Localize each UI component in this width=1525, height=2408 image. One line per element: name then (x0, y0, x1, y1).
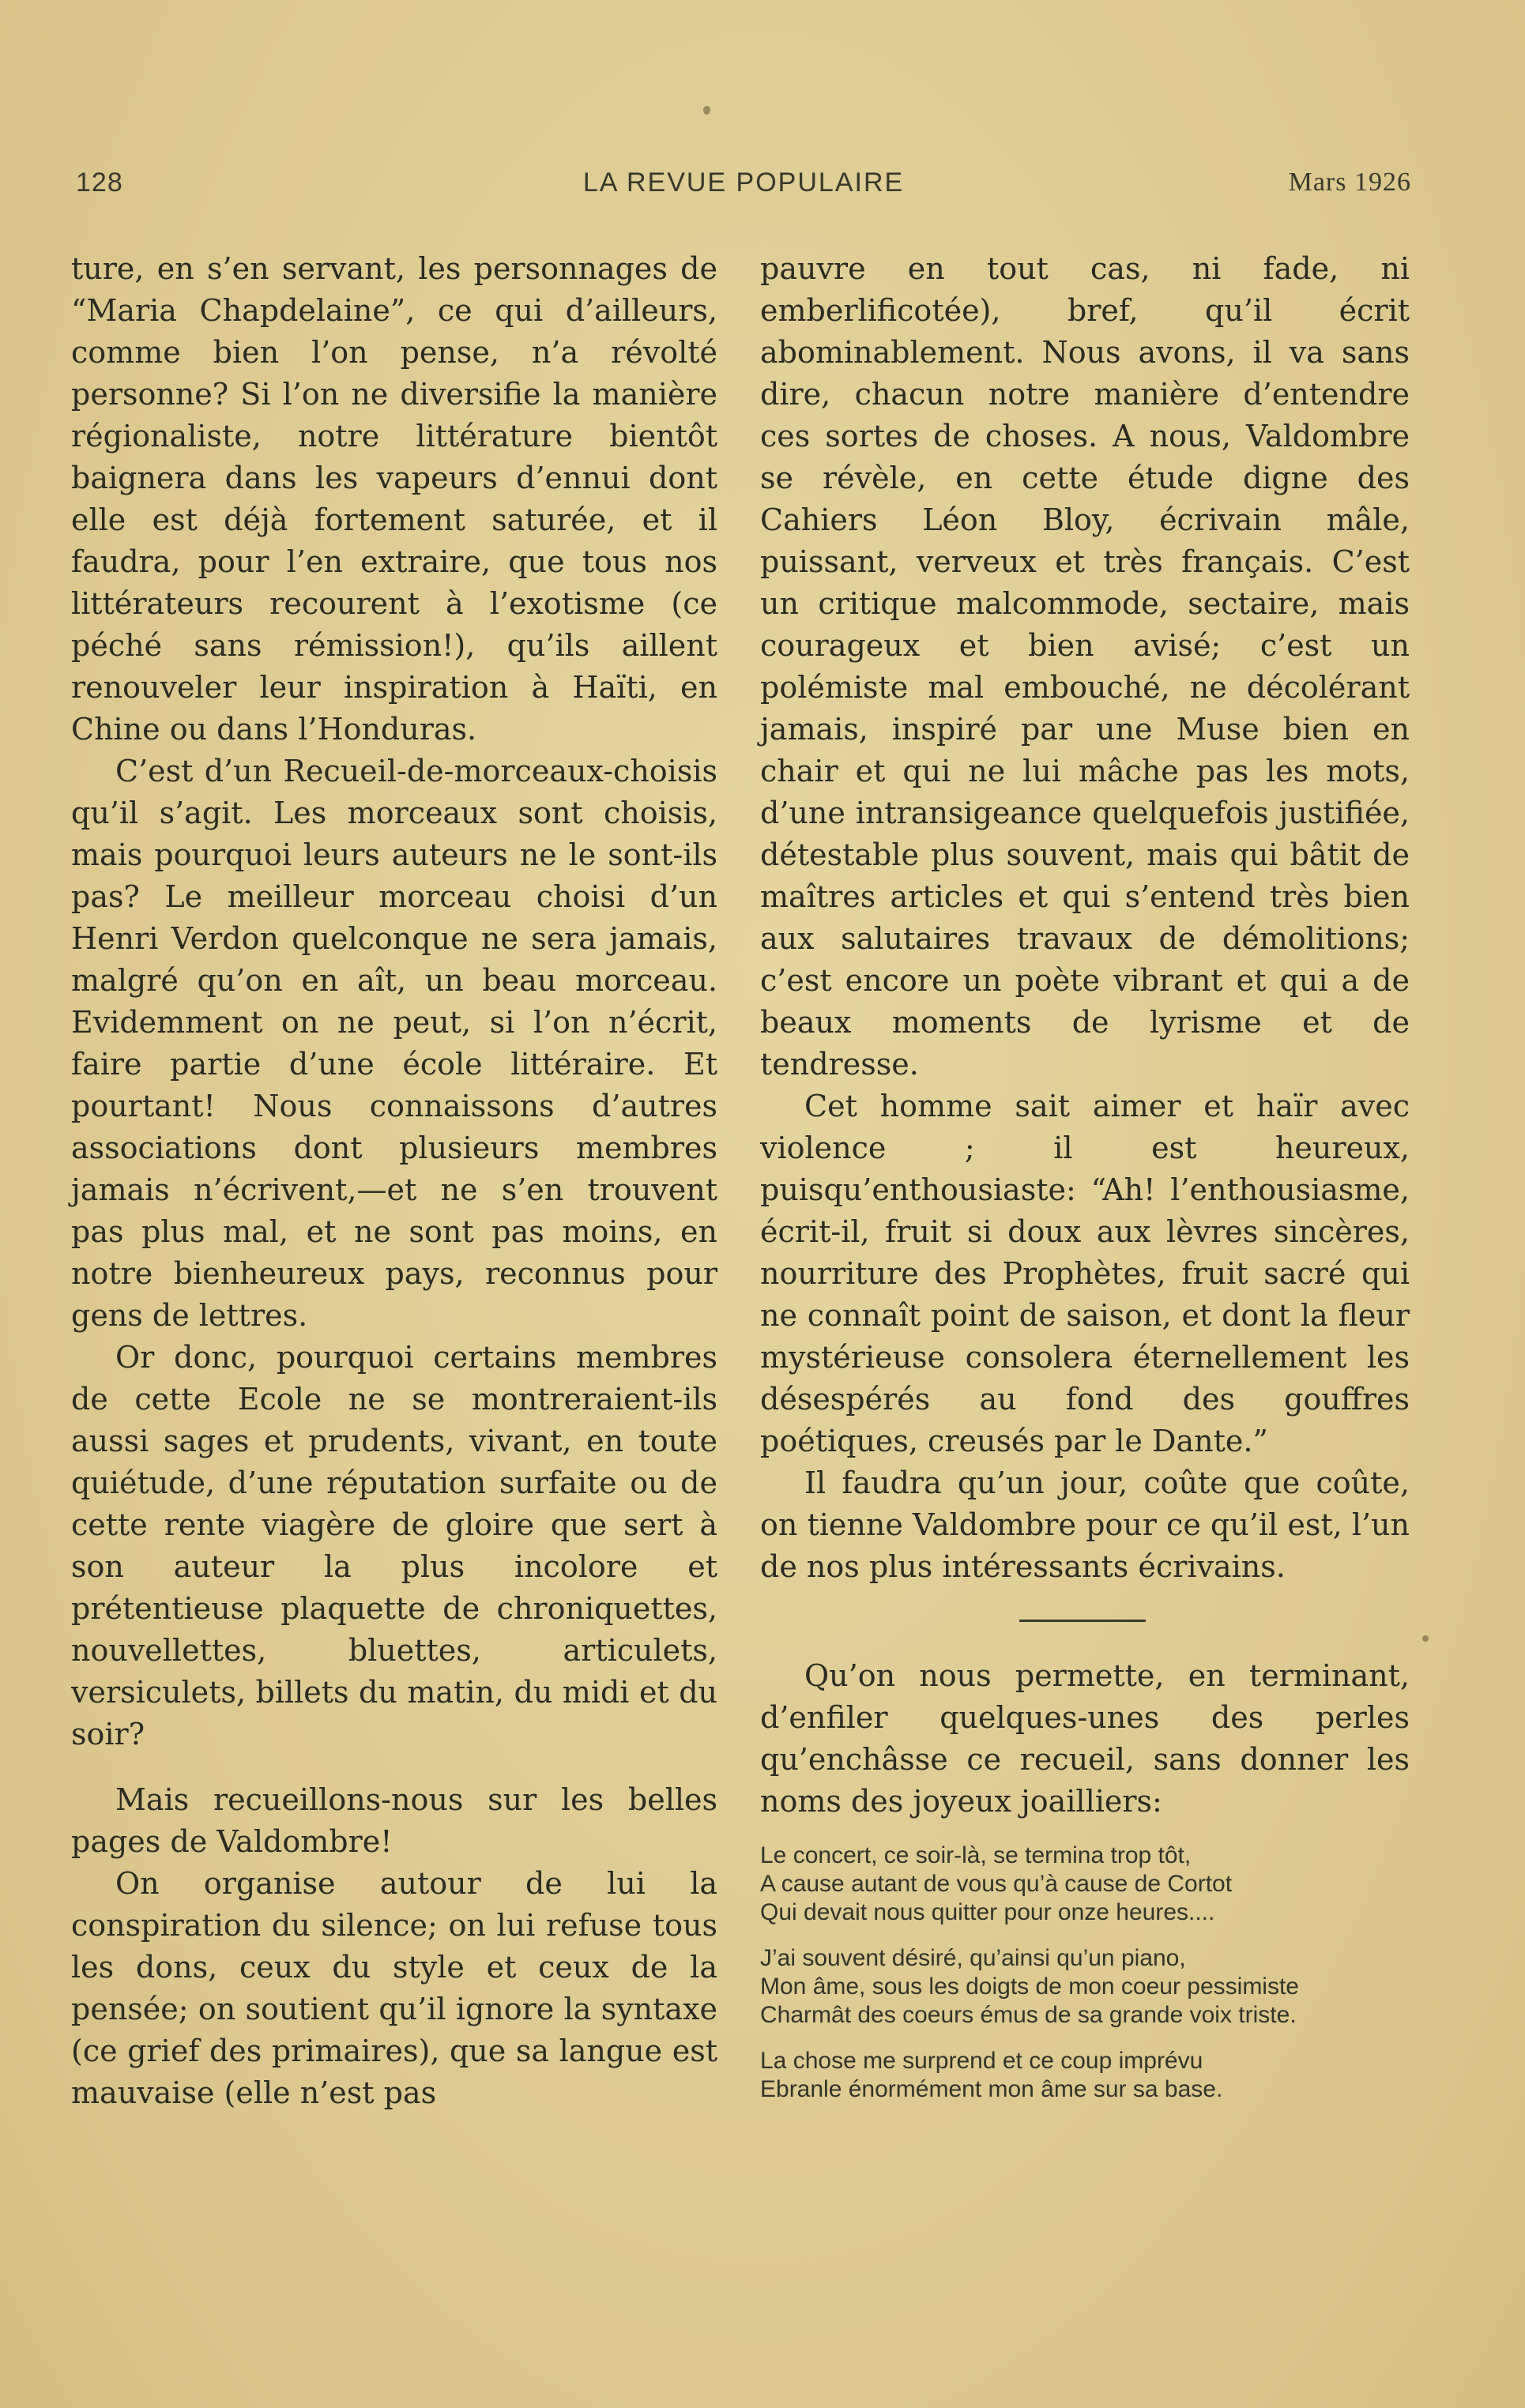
paragraph: On organise autour de lui la conspiration du silence; on lui refuse tous les dons, ceux du style et ceux de la pensée; on soutient qu’il ignore la syntaxe (ce grief des primaires), que sa langue est mauvaise (elle n’est pas (71, 1866, 717, 2110)
paragraph: Il faudra qu’un jour, coûte que coûte, on tienne Valdombre pour ce qu’il est, l’un de nos plus intéressants écrivains. (760, 1465, 1410, 1584)
paragraph: C’est d’un Recueil-de-morceaux-choisis qu’il s’agit. Les morceaux sont choisis, mais pourquoi leurs auteurs ne le sont-ils pas? Le meilleur morceau choisi d’un Henri Verdon quelconque ne sera jamais, malgré qu’on en aît, un beau morceau. Evidemment on ne peut, si l’on n’écrit, faire partie d’une école littéraire. Et pourtant! Nous connaissons d’autres associations dont plusieurs membres jamais n’écrivent,—et ne s’en trouvent pas plus mal, et ne sont pas moins, en notre bienheureux pays, reconnus pour gens de lettres. (71, 754, 717, 1333)
verse-line: La chose me surprend et ce coup imprévu (760, 2048, 1203, 2074)
paragraph: ture, en s’en servant, les personnages de “Maria Chapdelaine”, ce qui d’ailleurs, comme bien l’on pense, n’a révolté personne? Si l’on ne diversifie la manière régionaliste, notre littérature bientôt baignera dans les vapeurs d’ennui dont elle est déjà fortement saturée, et il faudra, pour l’en extraire, que tous nos littérateurs recourent à l’exotisme (ce péché sans rémission!), qu’ils aillent renouveler leur inspiration à Haïti, en Chine ou dans l’Honduras. (71, 251, 717, 747)
verse-line: Qui devait nous quitter pour onze heures.... (760, 1899, 1215, 1925)
paragraph: Mais recueillons-nous sur les belles pages de Valdombre! (71, 1782, 717, 1859)
left-column (71, 248, 717, 2114)
running-header (76, 167, 1411, 207)
journal-title: LA REVUE POPULAIRE (582, 167, 905, 198)
ink-speck (1422, 1635, 1429, 1642)
verse-line: J’ai souvent désiré, qu’ainsi qu’un piano, (760, 1945, 1186, 1971)
paragraph: Qu’on nous permette, en terminant, d’enfiler quelques-unes des perles qu’enchâsse ce recueil, sans donner les noms des joyeux joailliers: (760, 1658, 1410, 1819)
verse-stanza (760, 1944, 1410, 2030)
verse-stanza (760, 2047, 1410, 2104)
verse-line: Mon âme, sous les doigts de mon coeur pessimiste (760, 1973, 1299, 2000)
page-number: 128 (76, 167, 123, 198)
verse-line: A cause autant de vous qu’à cause de Cortot (760, 1871, 1233, 1897)
verse-stanza (760, 1842, 1410, 1927)
ink-speck (703, 106, 710, 115)
verse-line: Ebranle énormément mon âme sur sa base. (760, 2076, 1223, 2102)
paragraph: pauvre en tout cas, ni fade, ni emberlificotée), bref, qu’il écrit abominablement. Nous avons, il va sans dire, chacun notre manière d’entendre ces sortes de choses. A nous, Valdombre se révèle, en cette étude digne des Cahiers Léon Bloy, écrivain mâle, puissant, verveux et très français. C’est un critique malcommode, sectaire, mais courageux et bien avisé; c’est un polémiste mal embouché, ne décolérant jamais, inspiré par une Muse bien en chair et qui ne lui mâche pas les mots, d’une intransigeance quelquefois justifiée, détestable plus souvent, mais qui bâtit de maîtres articles et qui s’entend très bien aux salutaires travaux de démolitions; c’est encore un poète vibrant et qui a de beaux moments de lyrisme et de tendresse. (760, 251, 1410, 1082)
paragraph: Cet homme sait aimer et haïr avec violence ; il est heureux, puisqu’enthousiaste: “Ah! l’enthousiasme, écrit-il, fruit si doux aux lèvres sincères, nourriture des Prophètes, fruit sacré qui ne connaît point de saison, et dont la fleur mystérieuse consolera éternellement les désespérés au fond des gouffres poétiques, creusés par le Dante.” (760, 1089, 1410, 1458)
verse-line: Le concert, ce soir-là, se termina trop tôt, (760, 1842, 1192, 1868)
section-divider (1019, 1620, 1146, 1622)
verse-quotations (760, 1842, 1410, 2104)
issue-date: Mars 1926 (1288, 167, 1411, 197)
paragraph: Or donc, pourquoi certains membres de cette Ecole ne se montreraient-ils aussi sages et prudents, vivant, en toute quiétude, d’une réputation surfaite ou de cette rente viagère de gloire que sert à son auteur la plus incolore et prétentieuse plaquette de chroniquettes, nouvellettes, bluettes, articulets, versiculets, billets du matin, du midi et du soir? (71, 1340, 717, 1751)
right-column (760, 248, 1410, 2121)
verse-line: Charmât des coeurs émus de sa grande voix triste. (760, 2002, 1297, 2028)
